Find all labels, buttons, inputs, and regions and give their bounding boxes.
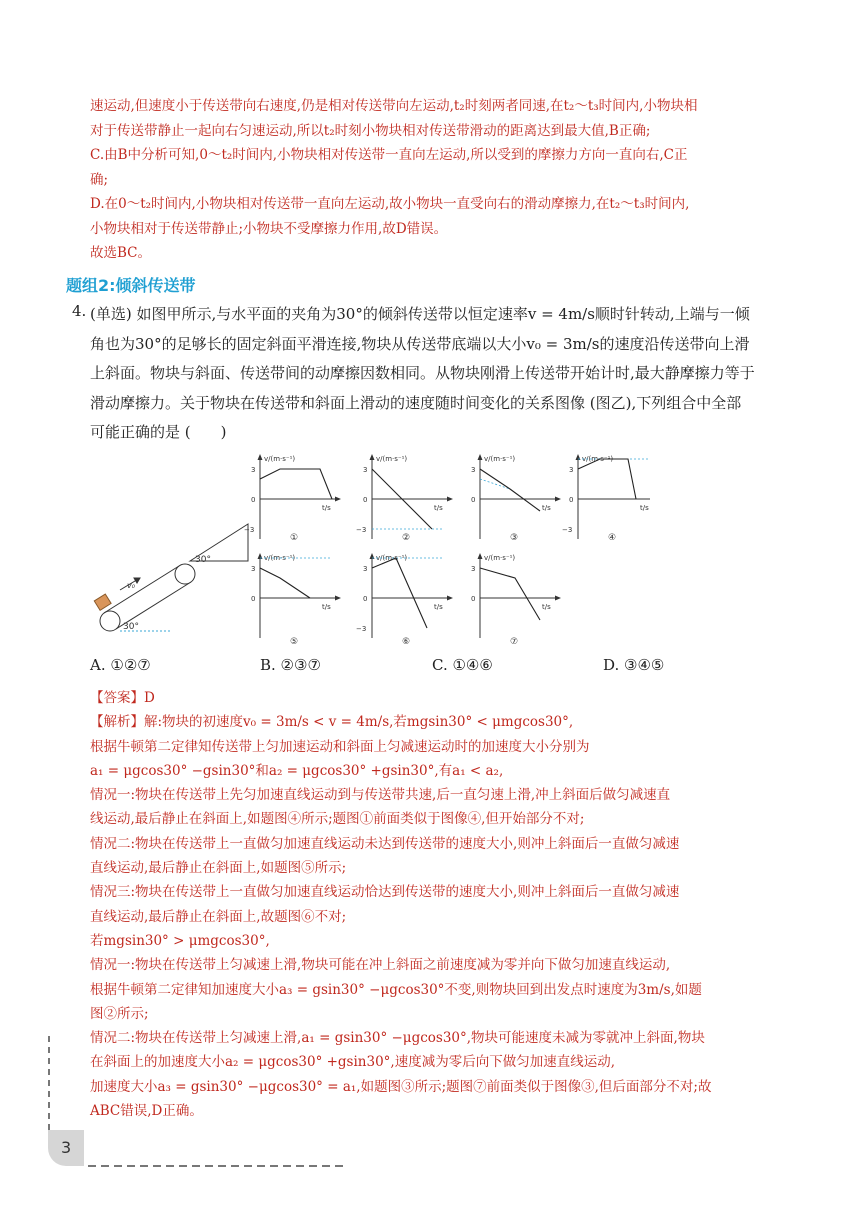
vt-curve — [480, 469, 540, 511]
answer-line: 线运动,最后静止在斜面上,如题图④所示;题图①前面类似于图像④,但开始部分不对; — [90, 811, 585, 828]
vt-graph — [471, 454, 561, 543]
tick-label: 0 — [471, 496, 476, 504]
x-arrow — [447, 596, 453, 601]
x-arrow — [447, 497, 453, 502]
y-axis-label: v/(m·s⁻¹) — [376, 455, 408, 463]
option-a: A. ①②⑦ — [90, 656, 151, 674]
y-arrow — [478, 454, 483, 460]
tick-label: 0 — [363, 496, 368, 504]
tick-label: 0 — [251, 595, 256, 603]
y-axis-label: v/(m·s⁻¹) — [484, 554, 516, 562]
y-arrow — [370, 454, 375, 460]
answer-line: 加速度大小a₃ = gsin30° −μgcos30° = a₁,如题图③所示;题图⑦前面类似于图像③,但后面部分不对;故 — [90, 1078, 712, 1095]
answer-line: 直线运动,最后静止在斜面上,如题图⑤所示; — [90, 860, 347, 877]
answer-line: 在斜面上的加速度大小a₂ = μgcos30° +gsin30°,速度减为零后向下做匀加速直线运动, — [90, 1054, 616, 1071]
question-line: 角也为30°的足够长的固定斜面平滑连接,物块从传送带底端以大小v₀ = 3m/s的速度沿传送带向上滑 — [90, 334, 750, 353]
footer-dashed-line — [88, 1165, 344, 1167]
y-arrow — [478, 553, 483, 559]
vt-curve — [260, 469, 332, 499]
x-axis-label: t/s — [542, 603, 551, 611]
vt-curve — [260, 568, 310, 598]
x-axis-label: t/s — [434, 504, 443, 512]
tick-label: 3 — [569, 466, 574, 474]
answer-line: 根据牛顿第二定律知加速度大小a₃ = gsin30° −μgcos30°不变,则物块回到出发点时速度为3m/s,如题 — [90, 981, 702, 998]
text-line: 小物块相对于传送带静止;小物块不受摩擦力作用,故D错误。 — [90, 220, 448, 237]
option-b: B. ②③⑦ — [260, 656, 321, 674]
answer-line: 情况二:物块在传送带上一直做匀加速直线运动未达到传送带的速度大小,则冲上斜面后一直做匀减速 — [90, 835, 680, 852]
tick-label: 0 — [251, 496, 256, 504]
graph-label: ⑦ — [510, 637, 519, 645]
answer-line: 情况一:物块在传送带上先匀加速直线运动到与传送带共速,后一直匀速上滑,冲上斜面后做匀减速直 — [90, 787, 671, 804]
y-axis-label: v/(m·s⁻¹) — [376, 554, 408, 562]
block — [94, 594, 111, 610]
vt-graph — [562, 454, 650, 543]
graph-label: ② — [402, 533, 411, 543]
question-line: 滑动摩擦力。关于物块在传送带和斜面上滑动的速度随时间变化的关系图像 (图乙),下列组合中全部 — [90, 393, 742, 412]
answer-line: 情况二:物块在传送带上匀减速上滑,a₁ = gsin30° −μgcos30°,物块可能速度未减为零就冲上斜面,物块 — [90, 1030, 705, 1047]
question-number: 4. — [72, 302, 87, 320]
x-arrow — [555, 497, 561, 502]
question-line: 可能正确的是 ( ) — [90, 423, 227, 441]
vt-graphs — [244, 454, 650, 645]
tick-label: 0 — [471, 595, 476, 603]
tick-label: 3 — [471, 466, 476, 474]
graph-label: ④ — [608, 533, 617, 543]
tick-label: 3 — [251, 565, 256, 573]
y-arrow — [258, 454, 263, 460]
y-axis-label: v/(m·s⁻¹) — [264, 554, 296, 562]
tick-label: 3 — [363, 466, 368, 474]
graph-label: ⑤ — [290, 637, 299, 645]
angle-top-label: 30° — [195, 555, 211, 565]
reference-dashed-line — [480, 479, 510, 489]
vt-graph — [244, 454, 341, 543]
tick-label: −3 — [562, 526, 573, 534]
section-heading: 题组2:倾斜传送带 — [66, 276, 196, 295]
x-axis-label: t/s — [322, 504, 331, 512]
tick-label: 3 — [251, 466, 256, 474]
conveyor-diagram — [94, 524, 248, 631]
tick-label: 3 — [363, 565, 368, 573]
y-axis-label: v/(m·s⁻¹) — [264, 455, 296, 463]
x-axis-label: t/s — [434, 603, 443, 611]
question-figure — [90, 450, 650, 645]
vt-curve — [480, 568, 540, 620]
vt-curve — [578, 459, 636, 499]
tick-label: 3 — [471, 565, 476, 573]
text-line: 确; — [90, 171, 109, 188]
answer-line: 根据牛顿第二定律知传送带上匀加速运动和斜面上匀减速运动时的加速度大小分别为 — [90, 738, 590, 755]
y-axis-label: v/(m·s⁻¹) — [484, 455, 516, 463]
x-axis-label: t/s — [542, 504, 551, 512]
answer-line: 情况三:物块在传送带上一直做匀加速直线运动恰达到传送带的速度大小,则冲上斜面后一直做匀减速 — [90, 884, 680, 901]
x-axis-label: t/s — [640, 504, 649, 512]
question-line: 上斜面。物块与斜面、传送带间的动摩擦因数相同。从物块刚滑上传送带开始计时,最大静摩擦力等于 — [90, 364, 755, 382]
answer-line: 直线运动,最后静止在斜面上,故题图⑥不对; — [90, 908, 347, 925]
text-line: 对于传送带静止一起向右匀速运动,所以t₂时刻小物块相对传送带滑动的距离达到最大值,B正确; — [90, 122, 651, 139]
text-line: 故选BC。 — [90, 245, 152, 261]
tick-label: −3 — [356, 625, 367, 633]
question-line: (单选) 如图甲所示,与水平面的夹角为30°的倾斜传送带以恒定速率v = 4m/s顺时针转动,上端与一倾 — [90, 305, 750, 323]
v0-label: v₀ — [127, 581, 135, 590]
x-arrow — [335, 596, 341, 601]
answer-line: ABC错误,D正确。 — [90, 1103, 203, 1120]
vt-graph — [356, 454, 453, 543]
tick-label: −3 — [244, 526, 255, 534]
vt-graph — [251, 553, 341, 645]
answer-line: 若mgsin30° > μmgcos30°, — [90, 932, 270, 949]
graph-label: ③ — [510, 533, 519, 543]
tick-label: 0 — [363, 595, 368, 603]
belt-upper — [104, 566, 179, 613]
page-number: 3 — [61, 1138, 72, 1157]
vt-graph — [356, 553, 453, 645]
question-text — [90, 300, 810, 448]
answer-line: 【答案】D — [90, 690, 155, 706]
text-line: 速运动,但速度小于传送带向右速度,仍是相对传送带向左运动,t₂时刻两者同速,在t₂～t₃时间内,小物块相 — [90, 98, 698, 114]
graph-label: ⑥ — [402, 637, 411, 645]
tick-label: 0 — [569, 496, 574, 504]
answer-line: 图②所示; — [90, 1005, 149, 1022]
previous-answer-block — [90, 94, 810, 266]
x-arrow — [555, 596, 561, 601]
option-c: C. ①④⑥ — [432, 656, 493, 674]
text-line: D.在0～t₂时间内,小物块相对传送带一直向左运动,故小物块一直受向右的滑动摩擦力,在t₂～t₃时间内, — [90, 196, 690, 212]
option-d: D. ③④⑤ — [603, 656, 665, 674]
answer-line: 【解析】解:物块的初速度v₀ = 3m/s < v = 4m/s,若mgsin30° < μmgcos30°, — [90, 714, 574, 731]
x-axis-label: t/s — [322, 603, 331, 611]
answer-line: a₁ = μgcos30° −gsin30°和a₂ = μgcos30° +gsin30°,有a₁ < a₂, — [90, 762, 504, 779]
answer-line: 情况一:物块在传送带上匀减速上滑,物块可能在冲上斜面之前速度减为零并向下做匀加速直线运动, — [90, 957, 671, 974]
vt-curve — [372, 558, 427, 628]
text-line: C.由B中分析可知,0～t₂时间内,小物块相对传送带一直向左运动,所以受到的摩擦力方向一直向右,C正 — [90, 147, 688, 163]
vt-graph — [471, 553, 561, 645]
y-axis-label: v/(m·s⁻¹) — [582, 455, 614, 463]
answer-block — [90, 686, 810, 1123]
angle-bottom-label: 30° — [123, 622, 139, 632]
x-arrow — [335, 497, 341, 502]
graph-label: ① — [290, 533, 299, 543]
page-margin-line — [48, 1036, 50, 1136]
tick-label: −3 — [356, 526, 367, 534]
